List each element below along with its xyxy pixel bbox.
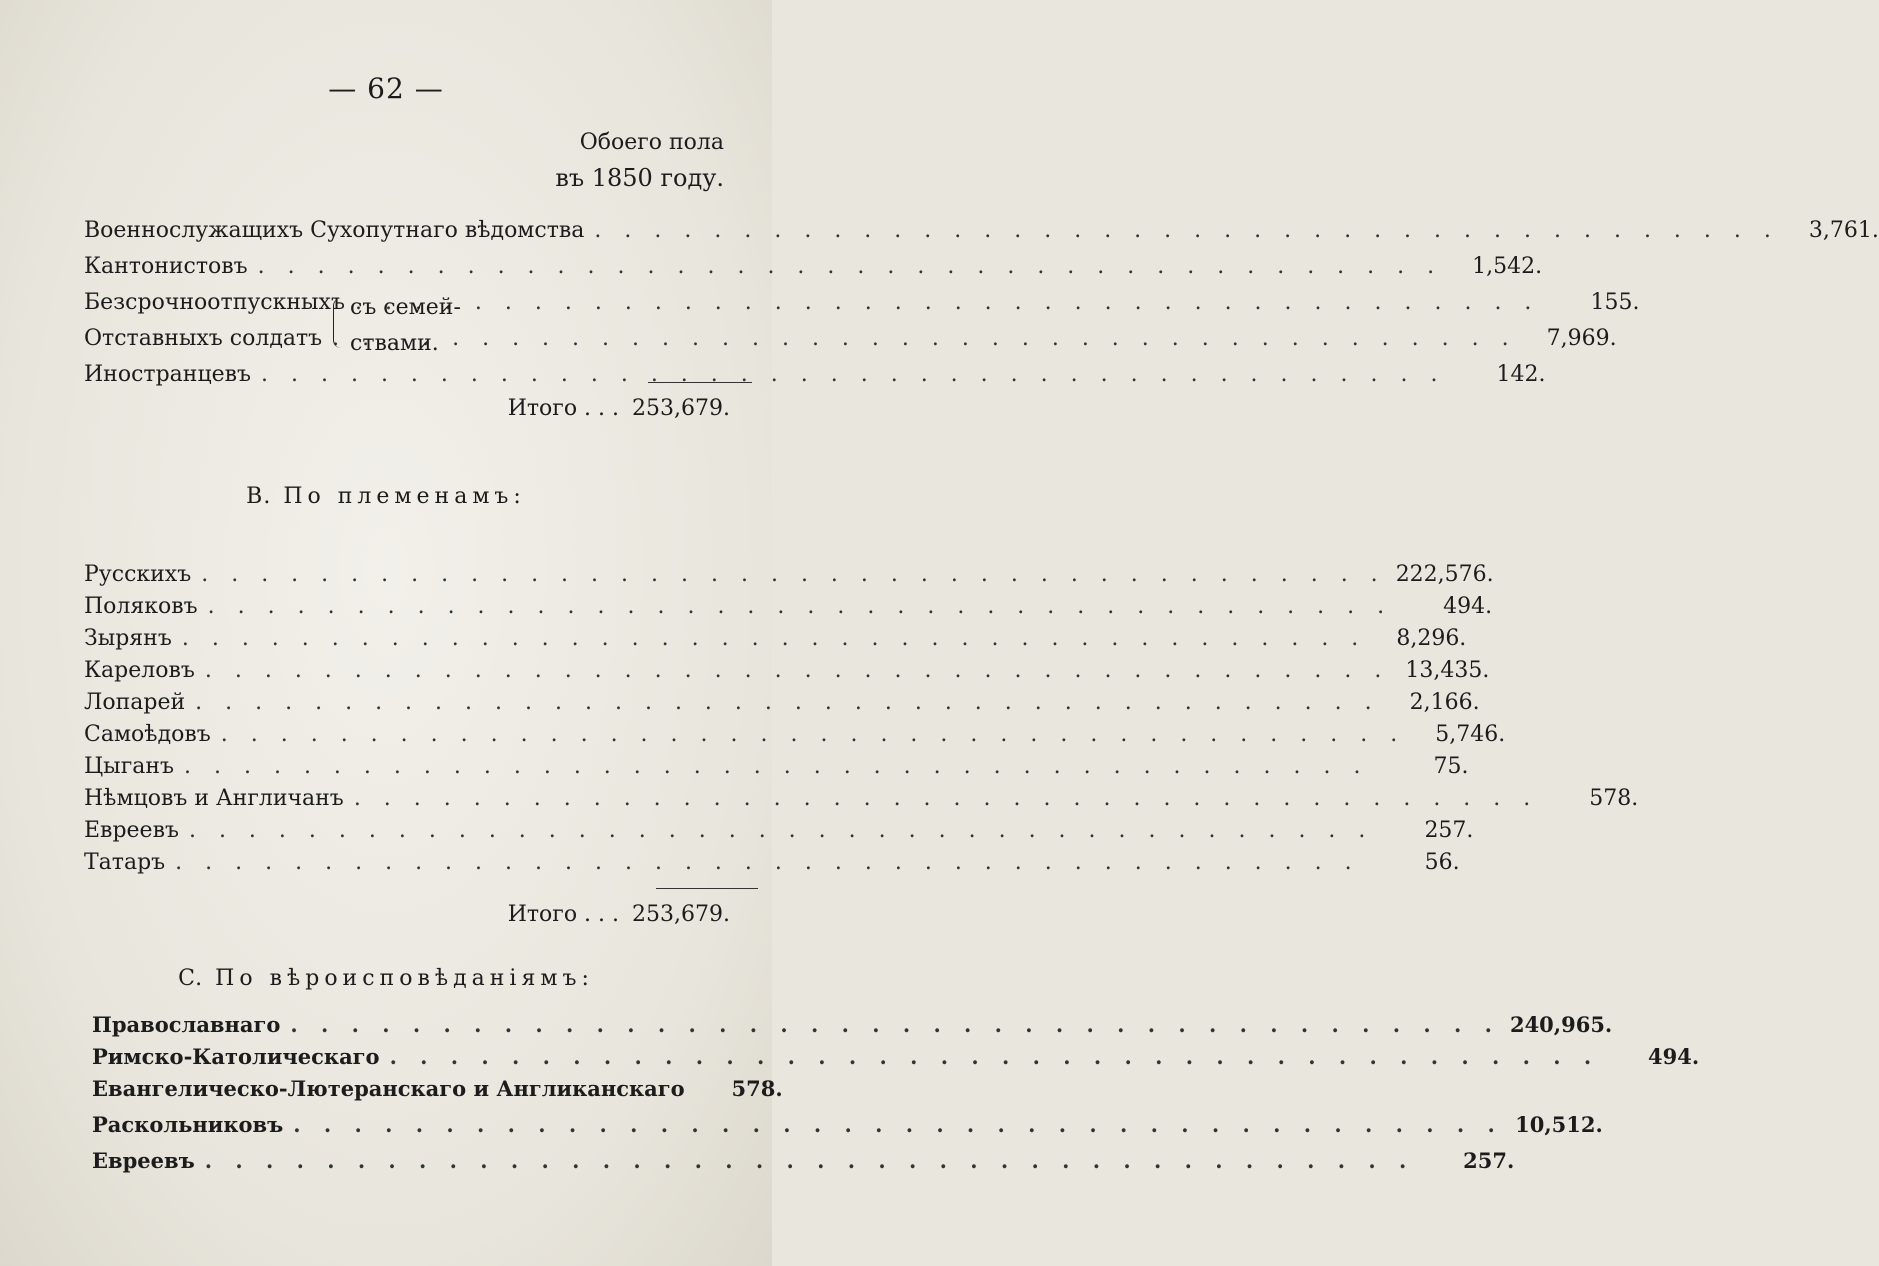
dot-leader bbox=[355, 290, 1539, 315]
total-label: Итого . . . bbox=[507, 396, 620, 421]
table-row bbox=[84, 254, 1543, 290]
table-row: Самоѣдовъ . . . 5,746. bbox=[84, 722, 732, 758]
dot-leader bbox=[594, 218, 1778, 243]
section-b-total: Итого . . . 253,679. bbox=[507, 902, 730, 927]
total-rule bbox=[648, 382, 752, 383]
section-a-total bbox=[508, 396, 730, 421]
table-row: Кареловъ . . . 13,435. bbox=[84, 658, 732, 694]
row-label: Иностранцевъ bbox=[84, 362, 251, 387]
table-row: Поляковъ . . . 494. bbox=[84, 594, 732, 630]
column-header-line1: Обоего пола bbox=[579, 130, 724, 155]
dot-leader bbox=[258, 254, 1442, 279]
table-row: Зырянъ . . . 8,296. bbox=[84, 626, 732, 662]
table-row: Русскихъ . . . 222,576. bbox=[84, 562, 732, 598]
table-row: Нѣмцовъ и Англичанъ . . . 578. bbox=[84, 786, 732, 822]
brace-mark bbox=[333, 298, 344, 348]
page-number: — 62 — bbox=[328, 72, 444, 105]
row-value: 142. bbox=[1496, 362, 1546, 387]
dot-leader bbox=[332, 326, 1516, 351]
row-label: Кантонистовъ bbox=[84, 254, 248, 279]
brace-text-2: ствами. bbox=[350, 331, 439, 356]
row-value: 3,761. bbox=[1808, 218, 1879, 243]
row-label: Военнослужащихъ Сухопутнаго вѣдомства bbox=[84, 218, 585, 243]
table-row: Евангелическо-Лютеранскаго и Англиканскаго 578. bbox=[92, 1076, 783, 1101]
table-row: Лопарей . . . 2,166. bbox=[84, 690, 732, 726]
table-row: Римско-Католическаго . . . 494. bbox=[92, 1044, 736, 1080]
row-value: 7,969. bbox=[1546, 326, 1617, 351]
table-row bbox=[84, 218, 1879, 254]
section-c-title: C. По вѣроисповѣданiямъ: bbox=[178, 966, 594, 991]
section-b-title: B. По племенамъ: bbox=[246, 484, 526, 509]
total-value: 253,679. bbox=[632, 396, 730, 421]
column-header-line2: въ 1850 году. bbox=[555, 164, 724, 192]
table-row: Евреевъ . . . 257. bbox=[84, 818, 732, 854]
row-label: Отставныхъ солдатъ bbox=[84, 326, 323, 351]
row-value: 155. bbox=[1590, 290, 1640, 315]
table-row: Цыганъ . . . 75. bbox=[84, 754, 732, 790]
row-label: Безсрочноотпускныхъ bbox=[84, 290, 345, 315]
row-value: 1,542. bbox=[1472, 254, 1543, 279]
table-row bbox=[84, 362, 1546, 398]
table-row: Православнаго . . . 240,965. bbox=[92, 1012, 736, 1048]
brace-text-1: съ семей- bbox=[350, 295, 461, 320]
table-row: Татаръ . . . 56. bbox=[84, 850, 732, 886]
table-row: Евреевъ . . . 257. bbox=[92, 1148, 736, 1184]
total-rule bbox=[656, 888, 758, 889]
table-row: Раскольниковъ . . . 10,512. bbox=[92, 1112, 736, 1148]
dot-leader bbox=[261, 362, 1445, 387]
